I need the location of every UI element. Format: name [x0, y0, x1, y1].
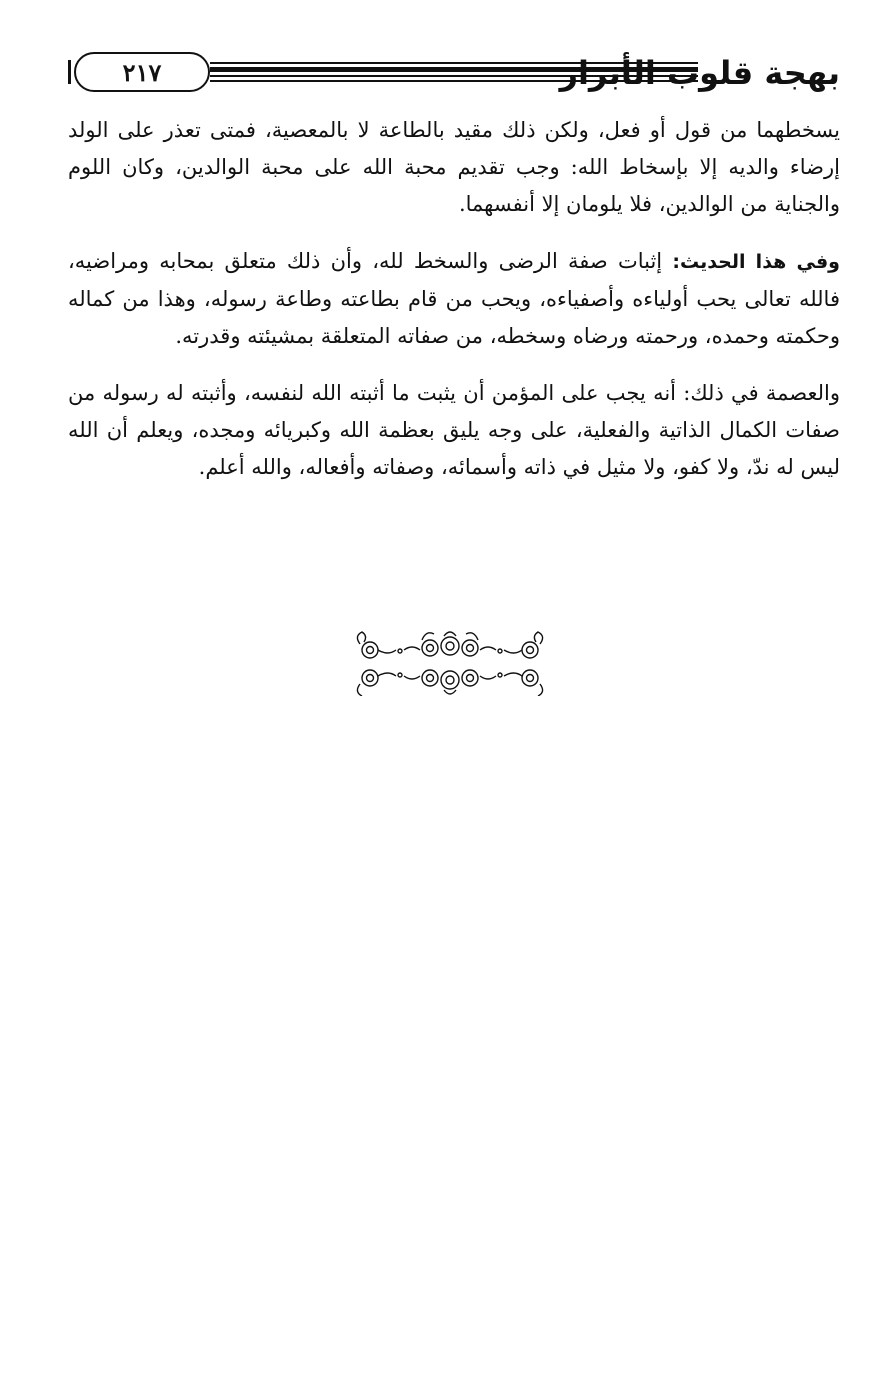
- paragraph-text: يسخطهما من قول أو فعل، ولكن ذلك مقيد بالطاعة لا بالمعصية، فمتى تعذر على الولد إرضاء والديه إلا بإسخاط الله: وجب تقديم محبة الله على محبة الوالدين، وكان اللوم والجناية من الوالدين، فلا يلومان إلا أنفسهما.: [68, 118, 840, 216]
- paragraph-text: إثبات صفة الرضى والسخط لله، وأن ذلك متعلق بمحابه ومراضيه، فالله تعالى يحب أولياءه وأصفياءه، ويحب من قام بطاعته وطاعة رسوله، وهذا من كماله وحكمته وحمده، ورحمته ورضاه وسخطه، من صفاته المتعلقة بمشيئته وقدرته.: [68, 249, 840, 348]
- paragraph-1: [68, 112, 840, 223]
- page-body: [68, 112, 840, 506]
- paragraph-lead: وفي هذا الحديث:: [672, 251, 840, 273]
- floral-divider-icon: [352, 630, 548, 696]
- paragraph-2: [68, 243, 840, 355]
- paragraph-3: [68, 375, 840, 486]
- book-title: بهجة قلوب الأبرار: [559, 54, 840, 92]
- page-number: ٢١٧: [74, 52, 210, 92]
- paragraph-text: والعصمة في ذلك: أنه يجب على المؤمن أن يثبت ما أثبته الله لنفسه، وأثبته له رسوله من صفات الكمال الذاتية والفعلية، على وجه يليق بعظمة الله وكبريائه ومجده، ويعلم أن الله ليس له ندّ، ولا كفو، ولا مثيل في ذاته وأسمائه، وصفاته وأفعاله، والله أعلم.: [68, 381, 840, 479]
- page-header: [68, 50, 840, 96]
